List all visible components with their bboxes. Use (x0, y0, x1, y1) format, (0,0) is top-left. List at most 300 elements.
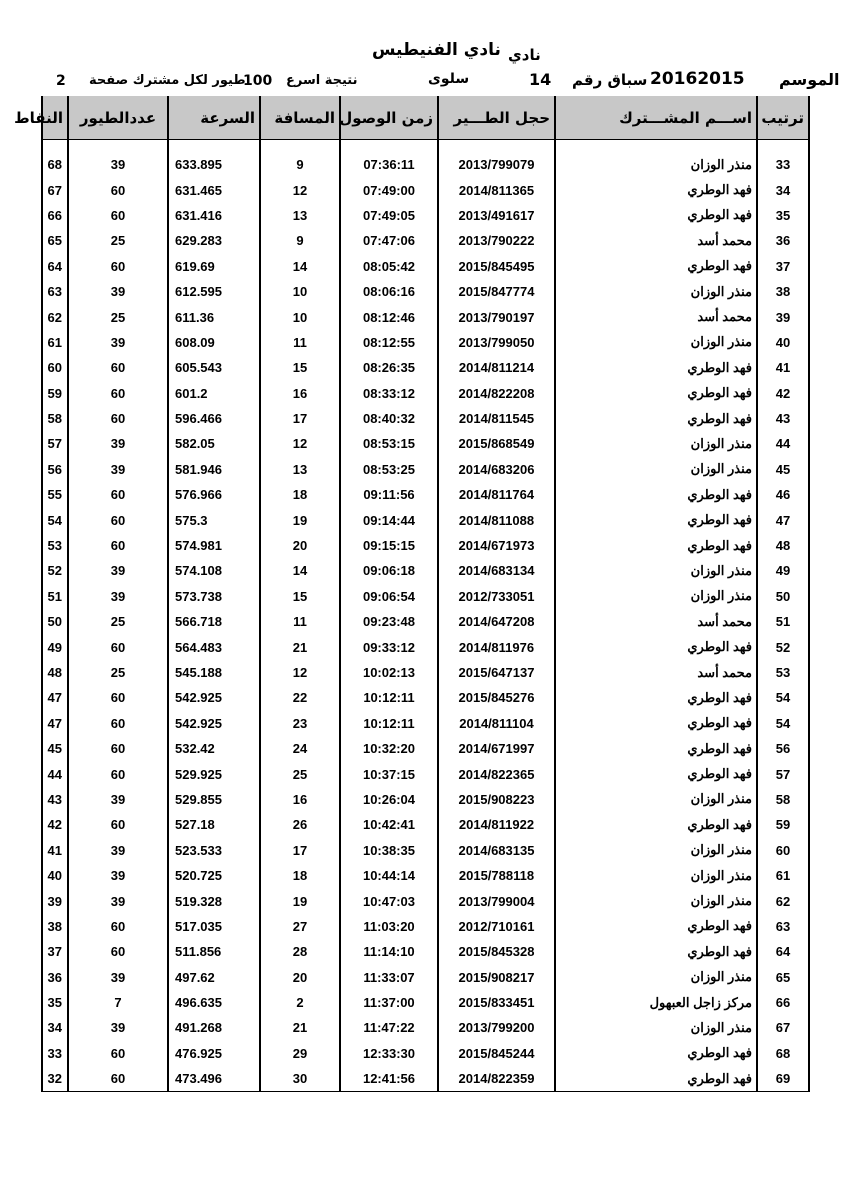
row-name: فهد الوطري (555, 736, 757, 761)
row-name: فهد الوطري (555, 914, 757, 939)
row-speed: 612.595 (168, 279, 260, 304)
row-ring: 2014/822359 (438, 1066, 555, 1092)
row-arrival-time: 08:12:55 (340, 330, 438, 355)
row-arrival-time: 08:40:32 (340, 406, 438, 431)
row-speed: 564.483 (168, 634, 260, 659)
col-speed: السرعة (168, 96, 260, 140)
row-bird-count: 60 (68, 482, 168, 507)
row-arrival-time: 09:06:54 (340, 584, 438, 609)
row-ring: 2014/811545 (438, 406, 555, 431)
row-ring: 2015/847774 (438, 279, 555, 304)
row-bird-count: 39 (68, 1015, 168, 1040)
row-distance: 21 (260, 634, 340, 659)
row-ring: 2014/811214 (438, 355, 555, 380)
table-row (42, 381, 809, 406)
row-ring: 2014/822365 (438, 761, 555, 786)
table-row (42, 787, 809, 812)
row-bird-count: 60 (68, 203, 168, 228)
row-name: منذر الوزان (555, 1015, 757, 1040)
row-ring: 2014/811922 (438, 812, 555, 837)
table-row (42, 736, 809, 761)
row-ring: 2014/811088 (438, 507, 555, 532)
row-bird-count: 39 (68, 888, 168, 913)
results-table (14, 96, 810, 1092)
row-points: 67 (42, 177, 68, 202)
row-points: 57 (42, 431, 68, 456)
row-speed: 497.62 (168, 965, 260, 990)
row-arrival-time: 10:26:04 (340, 787, 438, 812)
row-arrival-time: 08:53:25 (340, 457, 438, 482)
row-name: فهد الوطري (555, 533, 757, 558)
row-speed: 631.465 (168, 177, 260, 202)
col-bird-count: عددالطيور (68, 96, 168, 140)
row-points: 52 (42, 558, 68, 583)
row-arrival-time: 08:06:16 (340, 279, 438, 304)
row-name: منذر الوزان (555, 965, 757, 990)
row-bird-count: 39 (68, 279, 168, 304)
row-points: 39 (42, 888, 68, 913)
row-rank: 54 (757, 711, 809, 736)
row-bird-count: 25 (68, 228, 168, 253)
row-points: 54 (42, 507, 68, 532)
row-speed: 576.966 (168, 482, 260, 507)
row-ring: 2014/683135 (438, 838, 555, 863)
row-distance: 22 (260, 685, 340, 710)
row-arrival-time: 07:49:00 (340, 177, 438, 202)
row-ring: 2014/822208 (438, 381, 555, 406)
table-row (42, 685, 809, 710)
row-arrival-time: 07:36:11 (340, 152, 438, 177)
row-points: 35 (42, 990, 68, 1015)
row-arrival-time: 09:06:18 (340, 558, 438, 583)
row-points: 45 (42, 736, 68, 761)
table-row (42, 406, 809, 431)
per-page-label: طيور لكل مشترك صفحة (89, 73, 246, 88)
row-name: منذر الوزان (555, 888, 757, 913)
birds-count: 100 (243, 73, 273, 89)
row-arrival-time: 07:49:05 (340, 203, 438, 228)
row-arrival-time: 08:12:46 (340, 304, 438, 329)
row-bird-count: 60 (68, 1041, 168, 1066)
table-row (42, 304, 809, 329)
row-distance: 18 (260, 863, 340, 888)
table-row (42, 507, 809, 532)
row-speed: 574.108 (168, 558, 260, 583)
row-bird-count: 60 (68, 177, 168, 202)
row-points: 48 (42, 660, 68, 685)
row-arrival-time: 10:44:14 (340, 863, 438, 888)
row-bird-count: 60 (68, 355, 168, 380)
season-label: الموسم (779, 70, 840, 89)
row-points: 34 (42, 1015, 68, 1040)
row-rank: 50 (757, 584, 809, 609)
table-row (42, 482, 809, 507)
row-name: منذر الوزان (555, 863, 757, 888)
row-ring: 2014/683134 (438, 558, 555, 583)
row-bird-count: 39 (68, 558, 168, 583)
row-ring: 2013/799079 (438, 152, 555, 177)
row-arrival-time: 10:32:20 (340, 736, 438, 761)
row-rank: 68 (757, 1041, 809, 1066)
row-arrival-time: 09:15:15 (340, 533, 438, 558)
row-distance: 11 (260, 330, 340, 355)
row-ring: 2014/671973 (438, 533, 555, 558)
row-name: فهد الوطري (555, 507, 757, 532)
table-row (42, 888, 809, 913)
season-value: 20162015 (650, 69, 745, 89)
col-distance: المسافة (260, 96, 340, 140)
row-name: محمد أسد (555, 228, 757, 253)
row-rank: 40 (757, 330, 809, 355)
row-speed: 491.268 (168, 1015, 260, 1040)
row-name: فهد الوطري (555, 939, 757, 964)
table-row (42, 1066, 809, 1092)
row-points: 50 (42, 609, 68, 634)
row-distance: 9 (260, 228, 340, 253)
row-distance: 10 (260, 304, 340, 329)
row-bird-count: 7 (68, 990, 168, 1015)
row-bird-count: 60 (68, 507, 168, 532)
row-distance: 27 (260, 914, 340, 939)
row-ring: 2014/811764 (438, 482, 555, 507)
row-speed: 582.05 (168, 431, 260, 456)
row-rank: 42 (757, 381, 809, 406)
row-rank: 41 (757, 355, 809, 380)
spacer-row (42, 140, 809, 153)
row-points: 64 (42, 254, 68, 279)
row-distance: 18 (260, 482, 340, 507)
row-points: 43 (42, 787, 68, 812)
row-points: 40 (42, 863, 68, 888)
row-points: 56 (42, 457, 68, 482)
row-speed: 517.035 (168, 914, 260, 939)
row-name: فهد الوطري (555, 761, 757, 786)
row-name: مركز زاجل العبهول (555, 990, 757, 1015)
row-rank: 56 (757, 736, 809, 761)
row-rank: 39 (757, 304, 809, 329)
row-arrival-time: 09:11:56 (340, 482, 438, 507)
row-arrival-time: 11:47:22 (340, 1015, 438, 1040)
row-points: 38 (42, 914, 68, 939)
row-rank: 45 (757, 457, 809, 482)
row-ring: 2013/790222 (438, 228, 555, 253)
table-row (42, 660, 809, 685)
row-distance: 21 (260, 1015, 340, 1040)
row-bird-count: 25 (68, 609, 168, 634)
row-ring: 2015/845495 (438, 254, 555, 279)
row-bird-count: 60 (68, 939, 168, 964)
row-points: 63 (42, 279, 68, 304)
row-ring: 2013/799004 (438, 888, 555, 913)
table-row (42, 965, 809, 990)
row-speed: 605.543 (168, 355, 260, 380)
per-page-count: 2 (56, 73, 66, 89)
table-row (42, 1015, 809, 1040)
table-row (42, 634, 809, 659)
row-name: منذر الوزان (555, 330, 757, 355)
table-row (42, 914, 809, 939)
row-arrival-time: 08:53:15 (340, 431, 438, 456)
row-speed: 532.42 (168, 736, 260, 761)
row-ring: 2015/845328 (438, 939, 555, 964)
row-rank: 46 (757, 482, 809, 507)
row-name: منذر الوزان (555, 787, 757, 812)
table-row (42, 939, 809, 964)
row-ring: 2013/491617 (438, 203, 555, 228)
row-bird-count: 39 (68, 863, 168, 888)
row-name: فهد الوطري (555, 355, 757, 380)
row-arrival-time: 11:37:00 (340, 990, 438, 1015)
row-ring: 2015/845276 (438, 685, 555, 710)
result-label: نتيجة اسرع (286, 73, 358, 88)
row-speed: 575.3 (168, 507, 260, 532)
row-ring: 2014/671997 (438, 736, 555, 761)
row-name: فهد الوطري (555, 203, 757, 228)
row-points: 58 (42, 406, 68, 431)
table-row (42, 558, 809, 583)
row-distance: 12 (260, 660, 340, 685)
row-speed: 542.925 (168, 685, 260, 710)
row-rank: 54 (757, 685, 809, 710)
row-points: 49 (42, 634, 68, 659)
row-points: 42 (42, 812, 68, 837)
row-name: فهد الوطري (555, 812, 757, 837)
row-speed: 596.466 (168, 406, 260, 431)
row-ring: 2014/811976 (438, 634, 555, 659)
row-ring: 2013/790197 (438, 304, 555, 329)
row-rank: 61 (757, 863, 809, 888)
row-rank: 38 (757, 279, 809, 304)
row-ring: 2015/833451 (438, 990, 555, 1015)
row-rank: 43 (757, 406, 809, 431)
row-bird-count: 39 (68, 152, 168, 177)
row-arrival-time: 10:42:41 (340, 812, 438, 837)
row-ring: 2015/868549 (438, 431, 555, 456)
row-bird-count: 39 (68, 584, 168, 609)
table-row (42, 609, 809, 634)
table-row (42, 584, 809, 609)
row-arrival-time: 08:26:35 (340, 355, 438, 380)
row-points: 51 (42, 584, 68, 609)
row-arrival-time: 10:47:03 (340, 888, 438, 913)
row-bird-count: 60 (68, 914, 168, 939)
row-bird-count: 39 (68, 965, 168, 990)
row-name: فهد الوطري (555, 634, 757, 659)
row-bird-count: 60 (68, 685, 168, 710)
row-arrival-time: 11:14:10 (340, 939, 438, 964)
table-row (42, 812, 809, 837)
row-distance: 30 (260, 1066, 340, 1092)
row-bird-count: 60 (68, 254, 168, 279)
row-bird-count: 39 (68, 457, 168, 482)
row-points: 59 (42, 381, 68, 406)
row-distance: 13 (260, 457, 340, 482)
row-arrival-time: 10:37:15 (340, 761, 438, 786)
row-arrival-time: 08:05:42 (340, 254, 438, 279)
race-label: سباق رقم (572, 71, 648, 89)
row-speed: 545.188 (168, 660, 260, 685)
row-ring: 2012/710161 (438, 914, 555, 939)
table-row (42, 330, 809, 355)
row-arrival-time: 12:41:56 (340, 1066, 438, 1092)
row-points: 41 (42, 838, 68, 863)
row-points: 62 (42, 304, 68, 329)
row-bird-count: 39 (68, 330, 168, 355)
col-name: اســـم المشـــترك (555, 96, 757, 140)
row-name: فهد الوطري (555, 1066, 757, 1092)
row-name: محمد أسد (555, 304, 757, 329)
row-speed: 601.2 (168, 381, 260, 406)
row-distance: 14 (260, 558, 340, 583)
row-name: فهد الوطري (555, 685, 757, 710)
race-number: 14 (529, 70, 552, 89)
row-distance: 16 (260, 787, 340, 812)
row-name: منذر الوزان (555, 558, 757, 583)
row-arrival-time: 10:02:13 (340, 660, 438, 685)
row-distance: 24 (260, 736, 340, 761)
row-distance: 12 (260, 177, 340, 202)
row-rank: 44 (757, 431, 809, 456)
row-arrival-time: 10:12:11 (340, 711, 438, 736)
row-arrival-time: 09:14:44 (340, 507, 438, 532)
row-points: 33 (42, 1041, 68, 1066)
row-distance: 13 (260, 203, 340, 228)
row-distance: 20 (260, 965, 340, 990)
row-distance: 15 (260, 584, 340, 609)
row-points: 47 (42, 685, 68, 710)
row-rank: 60 (757, 838, 809, 863)
bird-label: سلوى (428, 71, 470, 87)
row-rank: 48 (757, 533, 809, 558)
row-ring: 2015/647137 (438, 660, 555, 685)
row-name: فهد الوطري (555, 711, 757, 736)
row-bird-count: 60 (68, 406, 168, 431)
row-name: منذر الوزان (555, 584, 757, 609)
row-name: منذر الوزان (555, 431, 757, 456)
row-points: 47 (42, 711, 68, 736)
row-bird-count: 25 (68, 660, 168, 685)
row-name: فهد الوطري (555, 482, 757, 507)
row-speed: 629.283 (168, 228, 260, 253)
row-points: 61 (42, 330, 68, 355)
club-label: نادي (508, 46, 541, 64)
row-points: 65 (42, 228, 68, 253)
row-rank: 65 (757, 965, 809, 990)
row-ring: 2015/908217 (438, 965, 555, 990)
row-points: 44 (42, 761, 68, 786)
row-speed: 520.725 (168, 863, 260, 888)
row-name: محمد أسد (555, 660, 757, 685)
row-distance: 20 (260, 533, 340, 558)
row-ring: 2014/811365 (438, 177, 555, 202)
row-arrival-time: 11:33:07 (340, 965, 438, 990)
row-rank: 64 (757, 939, 809, 964)
row-rank: 67 (757, 1015, 809, 1040)
row-speed: 527.18 (168, 812, 260, 837)
row-speed: 619.69 (168, 254, 260, 279)
row-rank: 34 (757, 177, 809, 202)
row-arrival-time: 12:33:30 (340, 1041, 438, 1066)
row-speed: 519.328 (168, 888, 260, 913)
table-row (42, 355, 809, 380)
row-speed: 573.738 (168, 584, 260, 609)
row-rank: 62 (757, 888, 809, 913)
row-bird-count: 60 (68, 634, 168, 659)
row-rank: 49 (757, 558, 809, 583)
row-points: 66 (42, 203, 68, 228)
row-ring: 2015/908223 (438, 787, 555, 812)
club-name: نادي الفنيطيس (372, 40, 501, 60)
row-distance: 28 (260, 939, 340, 964)
row-arrival-time: 09:23:48 (340, 609, 438, 634)
row-name: محمد أسد (555, 609, 757, 634)
row-speed: 574.981 (168, 533, 260, 558)
row-speed: 611.36 (168, 304, 260, 329)
row-speed: 529.925 (168, 761, 260, 786)
row-bird-count: 39 (68, 431, 168, 456)
row-distance: 11 (260, 609, 340, 634)
row-rank: 57 (757, 761, 809, 786)
col-arrival-time: زمن الوصول (340, 96, 438, 140)
table-row (42, 279, 809, 304)
row-speed: 523.533 (168, 838, 260, 863)
row-points: 55 (42, 482, 68, 507)
row-name: فهد الوطري (555, 381, 757, 406)
header-row (42, 96, 809, 140)
row-bird-count: 60 (68, 736, 168, 761)
row-speed: 473.496 (168, 1066, 260, 1092)
row-rank: 47 (757, 507, 809, 532)
row-rank: 37 (757, 254, 809, 279)
row-bird-count: 60 (68, 381, 168, 406)
table-row (42, 152, 809, 177)
row-points: 53 (42, 533, 68, 558)
row-name: فهد الوطري (555, 406, 757, 431)
row-distance: 19 (260, 507, 340, 532)
row-name: منذر الوزان (555, 838, 757, 863)
row-arrival-time: 10:12:11 (340, 685, 438, 710)
row-bird-count: 60 (68, 812, 168, 837)
row-distance: 2 (260, 990, 340, 1015)
table-row (42, 990, 809, 1015)
row-ring: 2012/733051 (438, 584, 555, 609)
row-name: منذر الوزان (555, 457, 757, 482)
row-speed: 633.895 (168, 152, 260, 177)
row-speed: 529.855 (168, 787, 260, 812)
row-bird-count: 39 (68, 787, 168, 812)
row-speed: 496.635 (168, 990, 260, 1015)
row-points: 60 (42, 355, 68, 380)
table-row (42, 711, 809, 736)
row-distance: 14 (260, 254, 340, 279)
row-ring: 2014/811104 (438, 711, 555, 736)
row-points: 36 (42, 965, 68, 990)
col-points: النقاط (42, 96, 68, 140)
row-speed: 511.856 (168, 939, 260, 964)
row-distance: 17 (260, 406, 340, 431)
row-distance: 23 (260, 711, 340, 736)
row-speed: 542.925 (168, 711, 260, 736)
table-row (42, 203, 809, 228)
table-row (42, 863, 809, 888)
table-row (42, 254, 809, 279)
table-row (42, 533, 809, 558)
table-row (42, 431, 809, 456)
row-rank: 66 (757, 990, 809, 1015)
row-distance: 12 (260, 431, 340, 456)
table-row (42, 228, 809, 253)
row-bird-count: 39 (68, 838, 168, 863)
